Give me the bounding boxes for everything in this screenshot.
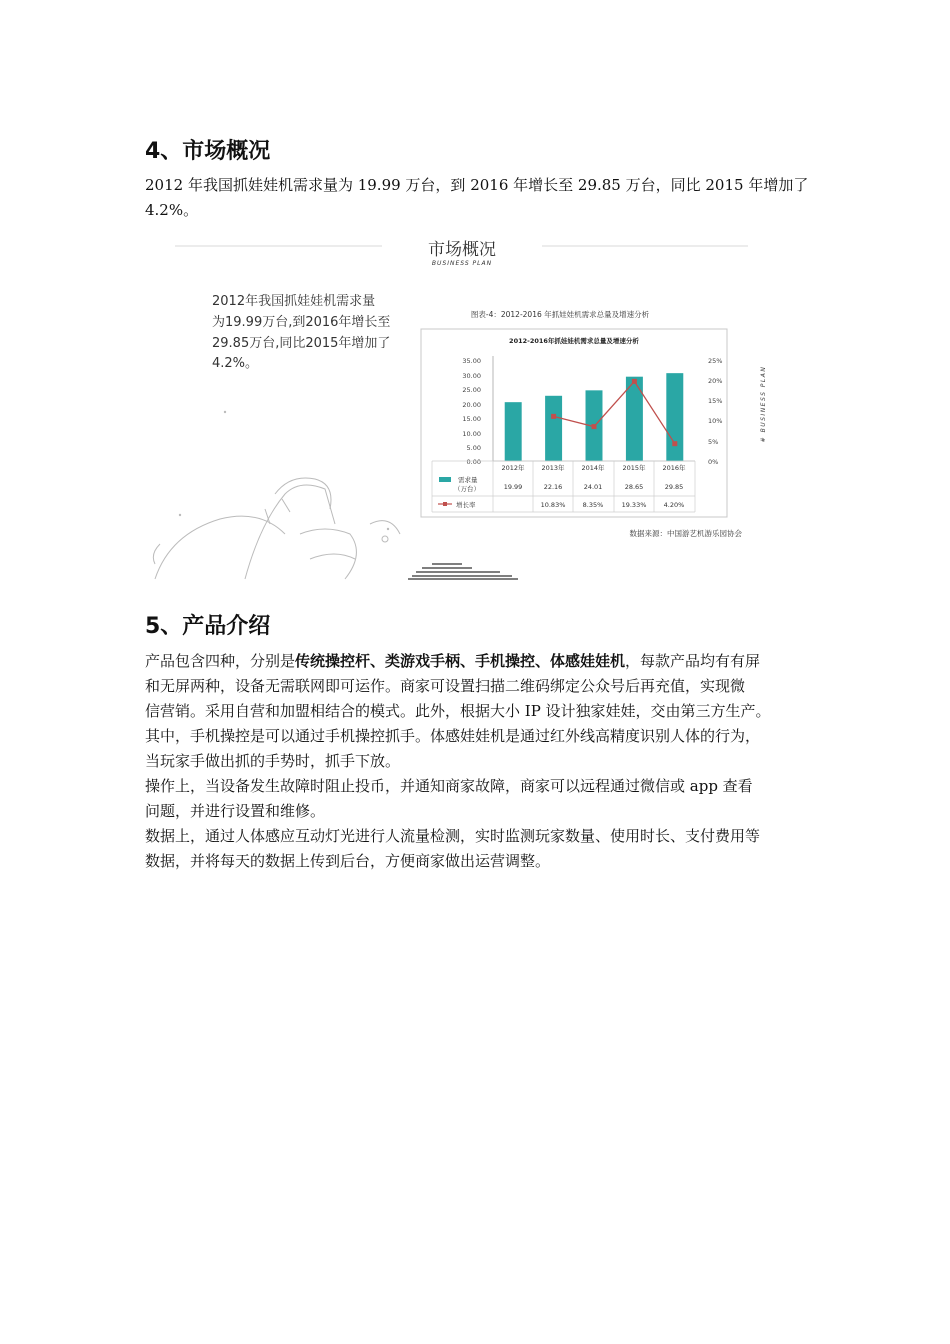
category-label: 2015年 [622,464,646,472]
legend-bar-swatch [439,477,451,482]
table-value: 19.99 [503,483,523,491]
table-value: 4.20% [663,501,685,509]
side-vertical-label: # BUSINESS PLAN [760,365,767,443]
table-value: 24.01 [583,483,603,491]
chart-source: 数据来源：中国游艺机游乐园协会 [629,529,742,538]
paragraph-line: 信营销。采用自营和加盟相结合的模式。此外，根据大小 IP 设计独家娃娃，交由第三方生产。 [145,702,771,720]
category-label: 2014年 [581,464,605,472]
banner-title: 市场概况 [428,240,496,260]
y-tick: 10.00 [462,430,481,438]
paragraph-line: 产品包含四种，分别是传统操控杆、类游戏手柄、手机操控、体感娃娃机，每款产品均有有屏 [145,652,761,670]
table-value: 10.83% [540,501,566,509]
y2-tick: 10% [708,417,723,425]
chart-caption: 图表-4：2012-2016 年抓娃娃机需求总量及增速分析 [470,310,650,319]
quote-line-1: 2012年我国抓娃娃机需求量 [212,294,376,309]
growth-rate-point [632,379,637,384]
growth-rate-point [592,424,597,429]
paragraph-line: 问题，并进行设置和维修。 [145,802,326,820]
decorative-claw-drawing [153,478,400,579]
y-tick: 5.00 [466,444,481,452]
market-chart-image [150,234,780,582]
quote-line-3: 29.85万台,同比2015年增加了 [212,336,391,351]
table-value: 19.33% [621,501,647,509]
y2-tick: 25% [708,357,723,365]
category-label: 2013年 [541,464,565,472]
y2-tick: 0% [708,458,719,466]
paragraph-line: 数据，并将每天的数据上传到后台，方便商家做出运营调整。 [145,852,551,870]
section-4-paragraph: 2012 年我国抓娃娃机需求量为 19.99 万台，到 2016 年增长至 29.85 万台，同比 2015 年增加了 4.2%。 [145,176,809,219]
section-4-heading: 4、市场概况 [145,139,271,164]
paragraph-line: 当玩家手做出抓的手势时，抓手下放。 [145,752,401,770]
category-label: 2016年 [662,464,686,472]
growth-rate-point [551,414,556,419]
bottom-ornament [408,564,518,579]
legend-bar-label: 需求量 [458,476,478,484]
y-tick: 35.00 [462,357,481,365]
category-label: 2012年 [501,464,525,472]
y-tick: 25.00 [462,386,481,394]
bar-2016年 [666,373,683,461]
chart-title: 2012-2016年抓娃娃机需求总量及增速分析 [509,337,639,345]
bar-2012年 [505,402,522,461]
legend-bar-unit: （万台） [454,485,480,493]
y-tick: 15.00 [462,415,481,423]
paragraph-line: 操作上，当设备发生故障时阻止投币，并通知商家故障，商家可以远程通过微信或 app 查看 [145,777,753,795]
growth-rate-point [672,441,677,446]
paragraph-line: 数据上，通过人体感应互动灯光进行人流量检测，实时监测玩家数量、使用时长、支付费用等 [145,827,761,845]
paragraph-line: 和无屏两种，设备无需联网即可运作。商家可设置扫描二维码绑定公众号后再充值，实现微 [145,677,746,695]
y2-tick: 20% [708,377,723,385]
table-value: 28.65 [624,483,644,491]
market-overview-figure [150,234,780,582]
y-tick: 20.00 [462,401,481,409]
paragraph-line: 其中，手机操控是可以通过手机操控抓手。体感娃娃机是通过红外线高精度识别人体的行为， [145,727,761,745]
y2-tick: 15% [708,397,723,405]
table-value: 22.16 [543,483,563,491]
banner-subtitle: BUSINESS PLAN [431,260,493,267]
y-tick: 0.00 [466,458,481,466]
y-tick: 30.00 [462,372,481,380]
legend-line-label: 增长率 [456,501,476,509]
section-5-heading: 5、产品介绍 [145,614,271,639]
y2-tick: 5% [708,438,719,446]
table-value: 29.85 [664,483,684,491]
section-5-paragraph [145,649,813,874]
bar-2013年 [545,396,562,461]
table-value: 8.35% [582,501,604,509]
quote-line-2: 为19.99万台,到2016年增长至 [212,315,391,330]
quote-line-4: 4.2%。 [212,356,259,371]
